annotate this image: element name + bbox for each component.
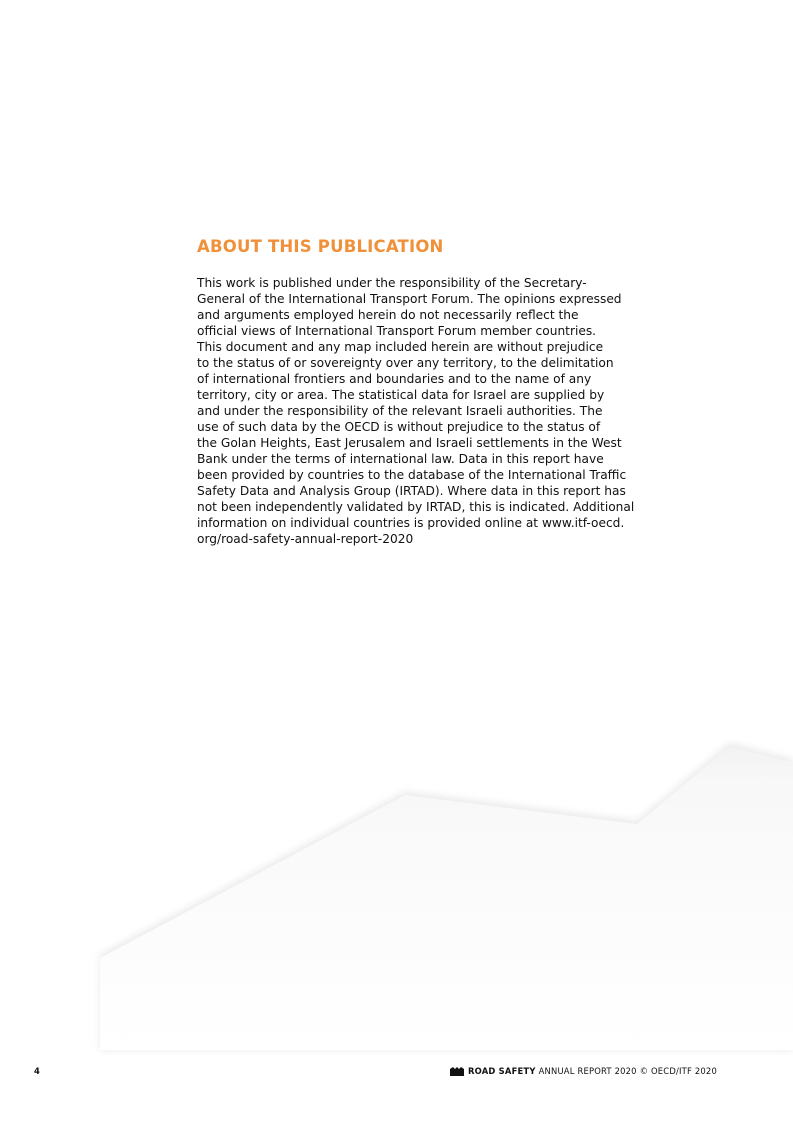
text-line: and under the responsibility of the relevant Israeli authorities. The	[197, 404, 603, 418]
text-line: use of such data by the OECD is without prejudice to the status of	[197, 420, 601, 434]
text-line: to the status of or sovereignty over any territory, to the delimitation	[197, 356, 614, 370]
text-line: of international frontiers and boundaries and to the name of any	[197, 372, 592, 386]
text-line: information on individual countries is provided online at www.itf-oecd.	[197, 516, 625, 530]
itf-logo-icon	[450, 1067, 464, 1076]
section-heading: ABOUT THIS PUBLICATION	[197, 237, 444, 256]
page-number: 4	[34, 1066, 40, 1076]
publication-disclaimer	[197, 275, 637, 547]
text-line: Safety Data and Analysis Group (IRTAD). Where data in this report has	[197, 484, 626, 498]
text-line: and arguments employed herein do not necessarily reflect the	[197, 308, 579, 322]
text-line: territory, city or area. The statistical data for Israel are supplied by	[197, 388, 605, 402]
page-footer	[0, 1062, 793, 1082]
report-series-name: ROAD SAFETY	[467, 1066, 536, 1076]
text-line: General of the International Transport Forum. The opinions expressed	[197, 292, 622, 306]
text-line: org/road-safety-annual-report-2020	[197, 532, 414, 546]
about-publication-section	[197, 236, 637, 547]
text-line: the Golan Heights, East Jerusalem and Israeli settlements in the West	[197, 436, 622, 450]
text-line: official views of International Transport Forum member countries.	[197, 324, 597, 338]
report-edition: ANNUAL REPORT 2020 © OECD/ITF 2020	[538, 1066, 717, 1076]
running-title	[450, 1066, 717, 1076]
text-line: Bank under the terms of international law. Data in this report have	[197, 452, 604, 466]
text-line: been provided by countries to the database of the International Traffic	[197, 468, 627, 482]
text-line: This document and any map included herein are without prejudice	[197, 340, 604, 354]
text-line: This work is published under the responsibility of the Secretary-	[197, 276, 587, 290]
text-line: not been independently validated by IRTAD, this is indicated. Additional	[197, 500, 635, 514]
